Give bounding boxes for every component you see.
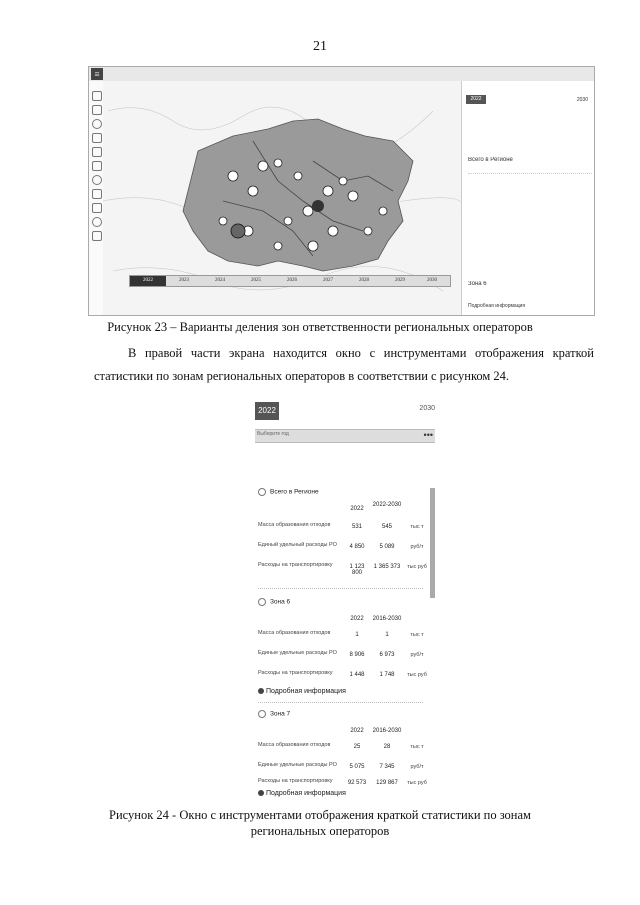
edit-icon[interactable] [92, 133, 102, 143]
circle-icon[interactable] [92, 119, 102, 129]
panel-more-link[interactable]: Подробная информация [468, 303, 526, 309]
app-logo-icon: ≡ [91, 68, 103, 80]
panel-scrollbar[interactable] [430, 488, 435, 598]
collapse-icon[interactable] [258, 488, 266, 496]
map-toolbar [89, 81, 104, 315]
column-header: 2016-2030 [372, 728, 402, 734]
timeline-year[interactable]: 2029 [395, 278, 405, 283]
body-paragraph: В правой части экрана находится окно с инструментами отображения краткой статистики по зонам региональных операторов в соответствии с рисунком 24. [94, 346, 594, 383]
table-row: Масса образования отходов 531 545 тыс т [258, 522, 424, 530]
info-icon[interactable] [92, 231, 102, 241]
more-info-link[interactable]: Подробная информация [258, 688, 346, 695]
table-row: Расходы на транспортировку 1 448 1 748 тыс руб [258, 670, 427, 678]
timeline-year[interactable]: 2022 [130, 276, 166, 286]
table-row: Единые удельные расходы РО 5 075 7 345 руб/т [258, 762, 424, 770]
timeline-year[interactable]: 2023 [179, 278, 189, 283]
table-row: Единый удельный расходы РО 4 850 5 089 руб/т [258, 542, 424, 550]
table-row: Расходы на транспортировку 92 573 129 867 тыс руб [258, 778, 427, 786]
panel-year-right: 2030 [576, 97, 588, 103]
chart-icon[interactable] [92, 161, 102, 171]
timeline-year[interactable]: 2027 [323, 278, 333, 283]
column-header: 2022 [350, 506, 364, 512]
app-topbar [89, 67, 594, 82]
year-timeline[interactable] [129, 275, 451, 287]
timeline-year[interactable]: 2028 [359, 278, 369, 283]
stats-panel-mini [461, 81, 595, 315]
panel-section-zone: Зона 6 [468, 281, 487, 287]
page-number: 21 [313, 39, 327, 54]
column-header: 2022 [350, 728, 364, 734]
print-icon[interactable] [92, 203, 102, 213]
figure24-caption-line2: региональных операторов [250, 824, 390, 838]
timeline-year[interactable]: 2030 [427, 278, 437, 283]
section-title: Зона 6 [270, 598, 291, 606]
more-info-link[interactable]: Подробная информация [258, 790, 346, 797]
collapse-icon[interactable] [258, 598, 266, 606]
slider-label: Выберите год [257, 431, 289, 437]
filter-icon[interactable] [92, 147, 102, 157]
divider [258, 588, 423, 589]
table-row: Единые удельные расходы РО 8 906 6 973 руб/т [258, 650, 424, 658]
year-chip[interactable]: 2022 [255, 402, 279, 420]
figure24-caption-line1: Рисунок 24 - Окно с инструментами отображения краткой статистики по зонам [109, 808, 531, 822]
panel-rows [468, 173, 592, 244]
table-row: Масса образования отходов 25 28 тыс т [258, 742, 424, 750]
column-header: 2022 [350, 616, 364, 622]
column-header: 2022-2030 [372, 502, 402, 508]
gear-icon[interactable] [92, 175, 102, 185]
info-icon [258, 790, 264, 796]
info-icon [258, 688, 264, 694]
square-icon[interactable] [92, 105, 102, 115]
list-icon[interactable] [92, 189, 102, 199]
section-title: Зона 7 [270, 710, 291, 718]
map-screenshot [88, 66, 595, 316]
panel-year-chip[interactable]: 2022 [466, 95, 486, 104]
timeline-year[interactable]: 2026 [287, 278, 297, 283]
figure23-caption: Рисунок 23 – Варианты деления зон ответственности региональных операторов [107, 320, 533, 334]
more-dots-icon[interactable]: ••• [423, 430, 433, 440]
stats-year-strip [255, 402, 435, 444]
table-row: Масса образования отходов 1 1 тыс т [258, 630, 424, 638]
column-header: 2016-2030 [372, 616, 402, 622]
year-right: 2030 [419, 405, 435, 412]
timeline-year[interactable]: 2024 [215, 278, 225, 283]
panel-section-total: Всего в Регионе [468, 157, 513, 163]
stats-panel [255, 482, 435, 797]
year-slider[interactable] [255, 429, 435, 443]
collapse-icon[interactable] [258, 710, 266, 718]
timeline-year[interactable]: 2025 [251, 278, 261, 283]
location-icon[interactable] [92, 217, 102, 227]
table-row: Расходы на транспортировку 1 123 800 1 365 373 тыс руб [258, 562, 427, 576]
section-title: Всего в Регионе [270, 488, 319, 496]
divider [258, 702, 423, 703]
layers-icon[interactable] [92, 91, 102, 101]
